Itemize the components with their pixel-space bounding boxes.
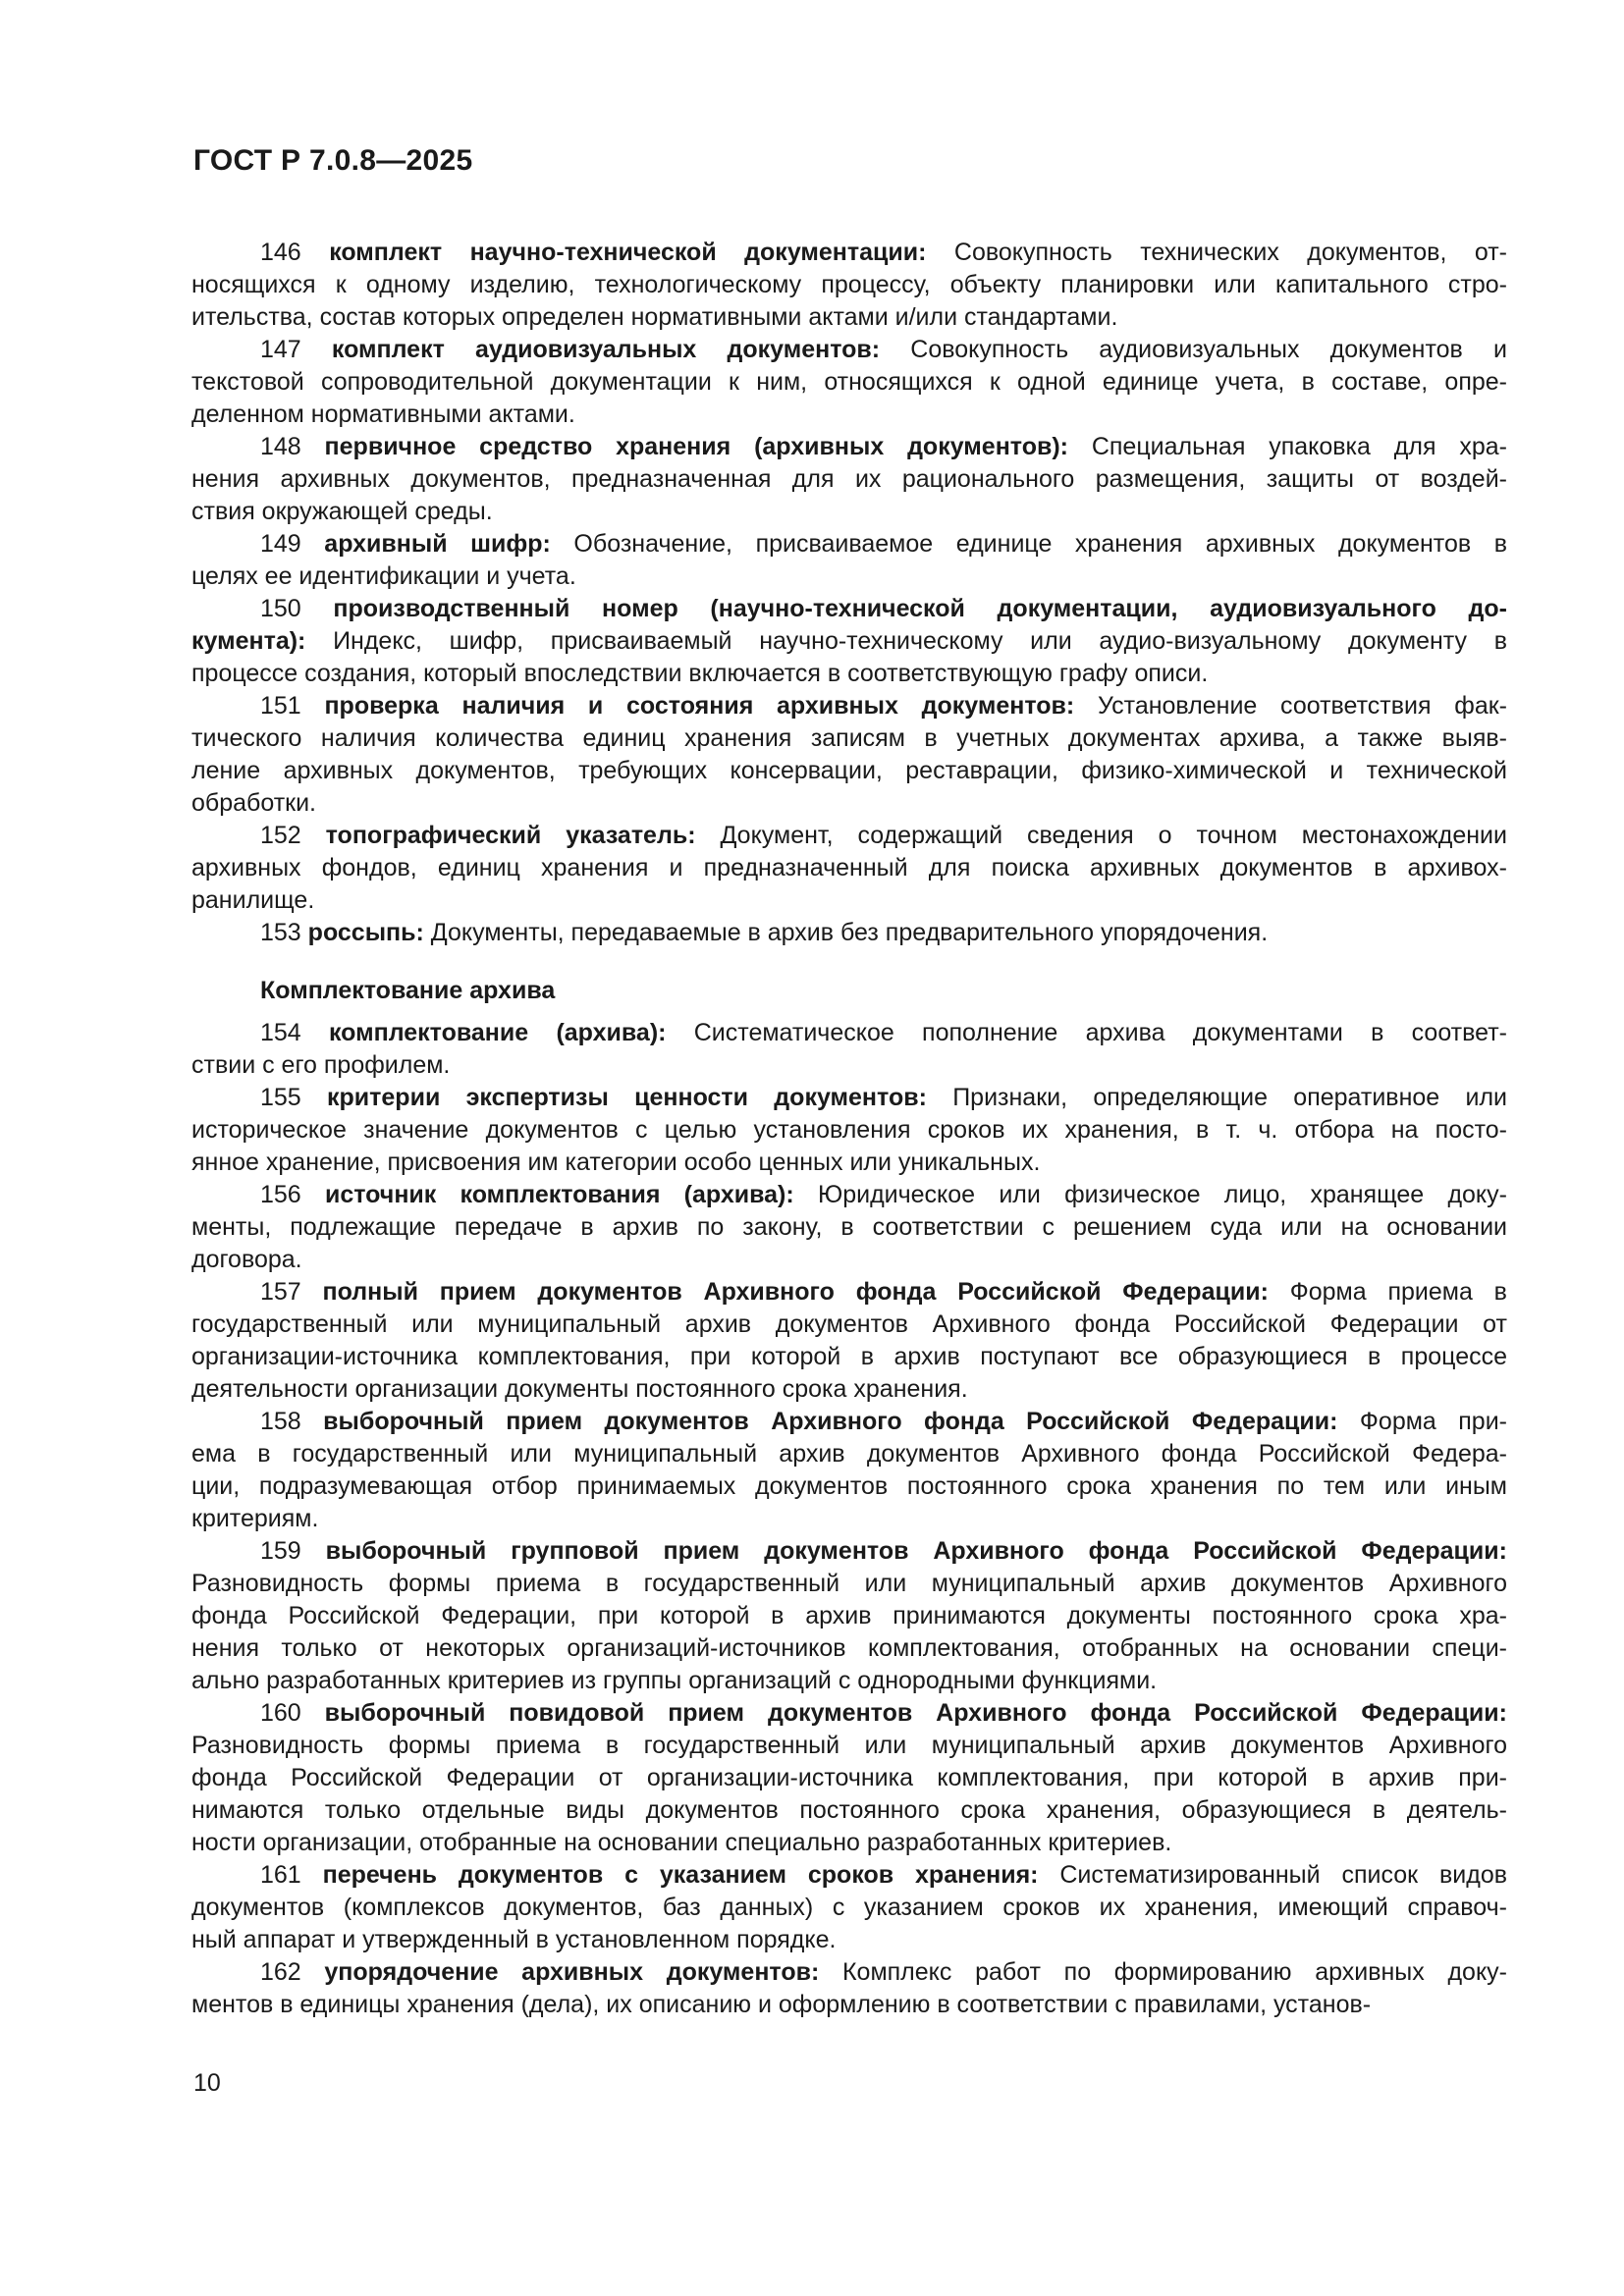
text-line: 151 проверка наличия и состояния архивных документов: Установление соответствия фак-: [260, 692, 1507, 720]
term-paragraph-160: [191, 1697, 1507, 1859]
text-line: 149 архивный шифр: Обозначение, присваиваемое единице хранения архивных документов в: [260, 530, 1507, 558]
text-line: ции, подразумевающая отбор принимаемых документов постоянного срока хранения по тем или иным: [191, 1472, 1507, 1500]
text-line: янное хранение, присвоения им категории особо ценных или уникальных.: [191, 1148, 1041, 1176]
term-paragraph-149: [191, 528, 1507, 593]
text-line: кумента): Индекс, шифр, присваиваемый научно-техническому или аудио-визуальному документу в: [191, 627, 1507, 655]
text-line: Разновидность формы приема в государственный или муниципальный архив документов Архивного: [191, 1570, 1507, 1597]
text-line: организации-источника комплектования, при которой в архив поступают все образующиеся в процессе: [191, 1343, 1507, 1370]
term-paragraph-157: [191, 1276, 1507, 1406]
text-line: носящихся к одному изделию, технологическому процессу, объекту планировки или капитального стро-: [191, 271, 1507, 298]
text-line: 158 выборочный прием документов Архивного фонда Российской Федерации: Форма при-: [260, 1408, 1507, 1435]
text-line: ительства, состав которых определен нормативными актами и/или стандартами.: [191, 303, 1118, 331]
term-paragraph-152: [191, 820, 1507, 917]
text-line: нимаются только отдельные виды документов постоянного срока хранения, образующиеся в деятель-: [191, 1796, 1507, 1824]
term-paragraph-151: [191, 690, 1507, 820]
text-line: 162 упорядочение архивных документов: Комплекс работ по формированию архивных доку-: [260, 1958, 1507, 1986]
term-paragraph-150: [191, 593, 1507, 690]
term-paragraph-147: [191, 334, 1507, 431]
text-line: 156 источник комплектования (архива): Юридическое или физическое лицо, хранящее доку-: [260, 1181, 1507, 1208]
text-line: ально разработанных критериев из группы организаций с однородными функциями.: [191, 1667, 1158, 1694]
text-line: 147 комплект аудиовизуальных документов: Совокупность аудиовизуальных документов и: [260, 336, 1507, 363]
text-line: процессе создания, который впоследствии включается в соответствующую графу описи.: [191, 660, 1209, 687]
text-line: 159 выборочный групповой прием документов Архивного фонда Российской Федерации:: [260, 1537, 1507, 1565]
text-line: историческое значение документов с целью установления сроков их хранения, в т. ч. отбора на посто-: [191, 1116, 1507, 1144]
text-line: ема в государственный или муниципальный архив документов Архивного фонда Российской Федера-: [191, 1440, 1507, 1468]
text-line: 161 перечень документов с указанием сроков хранения: Систематизированный список видов: [260, 1861, 1507, 1889]
term-paragraph-159: [191, 1535, 1507, 1697]
text-line: государственный или муниципальный архив документов Архивного фонда Российской Федерации от: [191, 1310, 1507, 1338]
text-line: целях ее идентификации и учета.: [191, 562, 576, 590]
term-paragraph-162: [191, 1956, 1507, 2021]
text-line: ментов в единицы хранения (дела), их описанию и оформлению в соответствии с правилами, установ-: [191, 1991, 1372, 2018]
section-heading: Комплектование архива: [260, 977, 556, 1004]
term-paragraph-154: [191, 1017, 1507, 1082]
text-line: ности организации, отобранные на основании специально разработанных критериев.: [191, 1829, 1172, 1856]
text-line: 150 производственный номер (научно-технической документации, аудиовизуального до-: [260, 595, 1507, 622]
text-line: Разновидность формы приема в государственный или муниципальный архив документов Архивного: [191, 1732, 1507, 1759]
term-paragraph-155: [191, 1082, 1507, 1179]
term-paragraph-146: [191, 237, 1507, 334]
text-line: 152 топографический указатель: Документ, содержащий сведения о точном местонахождении: [260, 822, 1507, 849]
text-line: 154 комплектование (архива): Систематическое пополнение архива документами в соответ-: [260, 1019, 1507, 1046]
text-line: 157 полный прием документов Архивного фонда Российской Федерации: Форма приема в: [260, 1278, 1507, 1306]
term-paragraph-161: [191, 1859, 1507, 1956]
text-line: деленном нормативными актами.: [191, 400, 575, 428]
text-line: ствии с его профилем.: [191, 1051, 451, 1079]
text-line: 146 комплект научно-технической документации: Совокупность технических документов, от-: [260, 239, 1507, 266]
text-line: 160 выборочный повидовой прием документов Архивного фонда Российской Федерации:: [260, 1699, 1507, 1727]
text-line: 148 первичное средство хранения (архивных документов): Специальная упаковка для хра-: [260, 433, 1507, 460]
text-line: фонда Российской Федерации, при которой в архив принимаются документы постоянного срока хра-: [191, 1602, 1507, 1629]
text-line: архивных фондов, единиц хранения и предназначенный для поиска архивных документов в архивох-: [191, 854, 1507, 881]
terms-content: [191, 237, 1507, 2021]
text-line: 155 критерии экспертизы ценности документов: Признаки, определяющие оперативное или: [260, 1084, 1507, 1111]
text-line: нения архивных документов, предназначенная для их рационального размещения, защиты от воздей-: [191, 465, 1507, 493]
text-line: критериям.: [191, 1505, 319, 1532]
text-line: менты, подлежащие передаче в архив по закону, в соответствии с решением суда или на основании: [191, 1213, 1507, 1241]
text-line: договора.: [191, 1246, 302, 1273]
text-line: текстовой сопроводительной документации к ним, относящихся к одной единице учета, в составе, опре-: [191, 368, 1507, 396]
text-line: нения только от некоторых организаций-источников комплектования, отобранных на основании специ-: [191, 1634, 1507, 1662]
page-header: ГОСТ Р 7.0.8—2025: [193, 144, 473, 177]
text-line: ранилище.: [191, 886, 315, 914]
page-number: 10: [193, 2069, 221, 2097]
text-line: ление архивных документов, требующих консервации, реставрации, физико-химической и технической: [191, 757, 1507, 784]
term-paragraph-148: [191, 431, 1507, 528]
term-paragraph-153: [191, 917, 1507, 949]
term-paragraph-158: [191, 1406, 1507, 1535]
text-line: 153 россыпь: Документы, передаваемые в архив без предварительного упорядочения.: [260, 919, 1269, 946]
text-line: тического наличия количества единиц хранения записям в учетных документах архива, а также выяв-: [191, 724, 1507, 752]
text-line: документов (комплексов документов, баз данных) с указанием сроков их хранения, имеющий справоч-: [191, 1894, 1507, 1921]
text-line: деятельности организации документы постоянного срока хранения.: [191, 1375, 968, 1403]
text-line: ствия окружающей среды.: [191, 498, 493, 525]
text-line: ный аппарат и утвержденный в установленном порядке.: [191, 1926, 837, 1953]
text-line: фонда Российской Федерации от организации-источника комплектования, при которой в архив при-: [191, 1764, 1507, 1791]
text-line: обработки.: [191, 789, 317, 817]
term-paragraph-156: [191, 1179, 1507, 1276]
